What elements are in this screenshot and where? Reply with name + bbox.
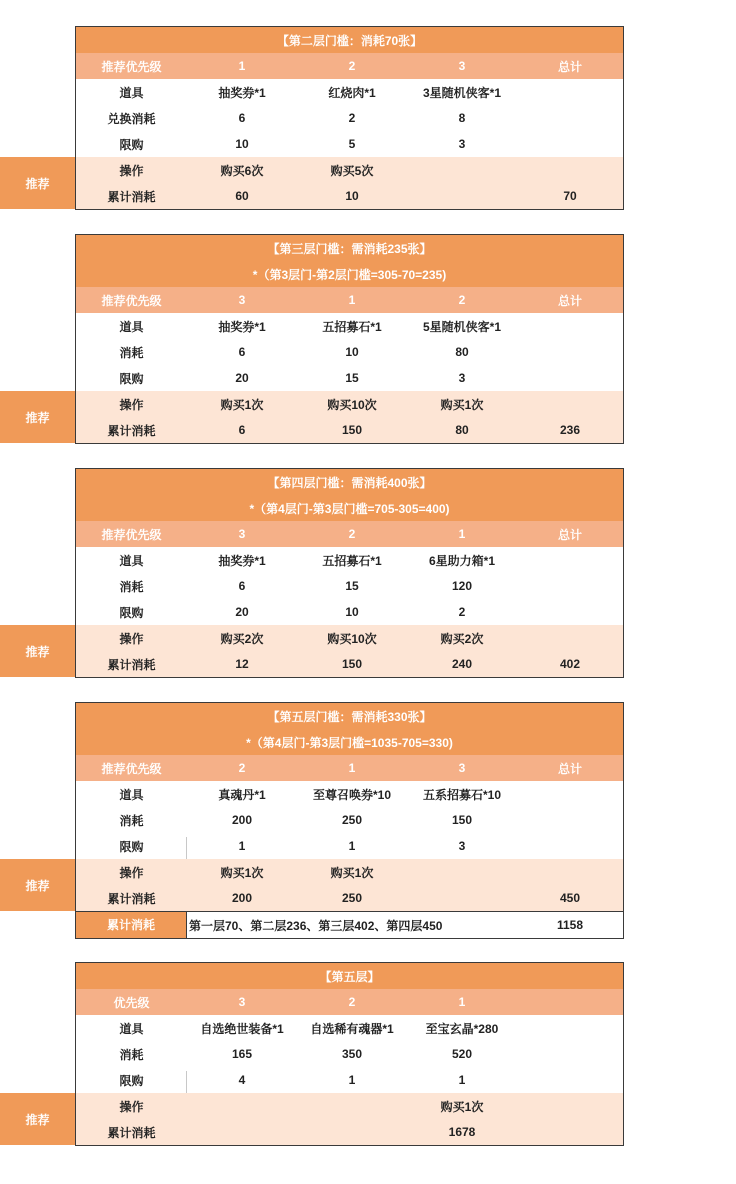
row-label: 道具 (119, 553, 144, 568)
table-cell: 1 (458, 1073, 466, 1087)
table-cell: 200 (231, 813, 253, 827)
header-cell: 1 (348, 293, 356, 307)
table-frame (75, 468, 624, 678)
table-cell: 165 (231, 1047, 253, 1061)
recommend-label: 推荐 (0, 625, 75, 677)
table-cell: 80 (455, 345, 469, 359)
table-cell: 1678 (448, 1125, 476, 1139)
table-subtitle: *（第4层门-第3层门槛=1035-705=330) (76, 729, 623, 755)
table-row (76, 417, 623, 443)
header-cell: 2 (348, 995, 356, 1009)
table-row (76, 105, 623, 131)
table-cell: 5 (348, 137, 356, 151)
recommend-label: 推荐 (0, 859, 75, 911)
header-cell: 3 (238, 527, 246, 541)
table-cell: 购买1次 (440, 1099, 484, 1114)
header-row (76, 755, 623, 781)
table-row (76, 547, 623, 573)
table-cell: 6 (238, 111, 246, 125)
cell-divider (186, 837, 187, 859)
table-row (76, 1067, 623, 1093)
table-title: 【第四层门槛：需消耗400张】 (76, 469, 623, 495)
row-label: 操作 (119, 163, 144, 178)
header-cell: 推荐优先级 (101, 527, 162, 542)
table-row (76, 599, 623, 625)
table-cell: 至尊召唤券*10 (312, 787, 392, 802)
table-row (76, 573, 623, 599)
row-label: 操作 (119, 397, 144, 412)
summary-text: 第一层70、第二层236、第三层402、第四层450 (189, 918, 443, 933)
row-label: 限购 (119, 371, 144, 386)
table-cell: 70 (563, 189, 577, 203)
table-cell: 五招募石*1 (322, 319, 382, 334)
summary-row (76, 911, 623, 938)
row-label: 道具 (119, 319, 144, 334)
table-cell: 10 (345, 189, 359, 203)
table-cell: 购买1次 (220, 397, 264, 412)
header-cell: 1 (238, 59, 246, 73)
table-title: 【第五层门槛：需消耗330张】 (76, 703, 623, 729)
table-cell: 8 (458, 111, 466, 125)
header-cell: 推荐优先级 (101, 293, 162, 308)
table-row (76, 807, 623, 833)
table-cell: 购买1次 (220, 865, 264, 880)
table-subtitle: *（第4层门-第3层门槛=705-305=400) (76, 495, 623, 521)
summary-label: 累计消耗 (76, 912, 187, 938)
table-cell: 80 (455, 423, 469, 437)
table-cell: 10 (345, 345, 359, 359)
table-cell: 至宝玄晶*280 (425, 1021, 499, 1036)
header-cell: 1 (348, 761, 356, 775)
table-cell: 1 (348, 839, 356, 853)
table-cell: 2 (348, 111, 356, 125)
table-cell: 15 (345, 579, 359, 593)
header-cell: 总计 (557, 527, 582, 542)
table-cell: 购买1次 (440, 397, 484, 412)
table-row (76, 781, 623, 807)
table-cell: 2 (458, 605, 466, 619)
header-cell: 3 (238, 995, 246, 1009)
header-row (76, 53, 623, 79)
table-cell: 自选稀有魂器*1 (310, 1021, 394, 1036)
row-label: 限购 (119, 137, 144, 152)
table-cell: 250 (341, 813, 363, 827)
table-cell: 五系招募石*10 (422, 787, 502, 802)
recommend-label: 推荐 (0, 1093, 75, 1145)
row-label: 兑换消耗 (107, 111, 156, 126)
header-cell: 2 (348, 59, 356, 73)
table-cell: 236 (559, 423, 581, 437)
table-cell: 10 (235, 137, 249, 151)
row-label: 消耗 (119, 813, 144, 828)
table-cell: 450 (559, 891, 581, 905)
header-cell: 3 (458, 59, 466, 73)
row-label: 累计消耗 (107, 657, 156, 672)
cell-divider (186, 1071, 187, 1093)
table-frame (75, 26, 624, 210)
table-row (76, 885, 623, 911)
row-label: 操作 (119, 1099, 144, 1114)
header-cell: 2 (458, 293, 466, 307)
header-row (76, 989, 623, 1015)
row-label: 限购 (119, 839, 144, 854)
header-cell: 3 (238, 293, 246, 307)
row-label: 消耗 (119, 579, 144, 594)
header-cell: 1 (458, 995, 466, 1009)
table-cell: 5星随机侠客*1 (422, 319, 502, 334)
header-row (76, 521, 623, 547)
table-cell: 自选绝世装备*1 (200, 1021, 284, 1036)
summary-total: 1158 (556, 918, 584, 932)
table-cell: 购买10次 (327, 631, 377, 646)
row-label: 道具 (119, 1021, 144, 1036)
header-cell: 1 (458, 527, 466, 541)
table-cell: 五招募石*1 (322, 553, 382, 568)
header-cell: 2 (238, 761, 246, 775)
table-cell: 6 (238, 345, 246, 359)
table-row (76, 859, 623, 885)
header-cell: 总计 (557, 761, 582, 776)
recommend-label: 推荐 (0, 391, 75, 443)
table-cell: 购买6次 (220, 163, 264, 178)
header-cell: 推荐优先级 (101, 59, 162, 74)
row-label: 限购 (119, 605, 144, 620)
table-cell: 购买10次 (327, 397, 377, 412)
table-row (76, 131, 623, 157)
table-cell: 3星随机侠客*1 (422, 85, 502, 100)
table-row (76, 313, 623, 339)
table-row (76, 183, 623, 209)
table-cell: 12 (235, 657, 249, 671)
table-cell: 150 (451, 813, 473, 827)
row-label: 累计消耗 (107, 189, 156, 204)
table-cell: 60 (235, 189, 249, 203)
table-cell: 真魂丹*1 (218, 787, 266, 802)
table-cell: 250 (341, 891, 363, 905)
table-cell: 购买1次 (330, 865, 374, 880)
row-label: 消耗 (119, 345, 144, 360)
table-row (76, 365, 623, 391)
table-cell: 抽奖券*1 (218, 319, 266, 334)
table-cell: 6星助力箱*1 (428, 553, 496, 568)
row-label: 操作 (119, 631, 144, 646)
row-label: 道具 (119, 85, 144, 100)
table-cell: 150 (341, 423, 363, 437)
table-cell: 3 (458, 371, 466, 385)
table-cell: 20 (235, 371, 249, 385)
table-cell: 520 (451, 1047, 473, 1061)
table-cell: 1 (238, 839, 246, 853)
row-label: 累计消耗 (107, 423, 156, 438)
table-row (76, 391, 623, 417)
table-cell: 120 (451, 579, 473, 593)
table-cell: 购买2次 (440, 631, 484, 646)
table-cell: 150 (341, 657, 363, 671)
table-frame (75, 962, 624, 1146)
table-row (76, 339, 623, 365)
table-cell: 3 (458, 137, 466, 151)
table-cell: 红烧肉*1 (328, 85, 376, 100)
row-label: 累计消耗 (107, 1125, 156, 1140)
row-label: 限购 (119, 1073, 144, 1088)
table-cell: 20 (235, 605, 249, 619)
table-row (76, 1119, 623, 1145)
table-cell: 3 (458, 839, 466, 853)
table-cell: 15 (345, 371, 359, 385)
header-cell: 总计 (557, 59, 582, 74)
table-title: 【第五层】 (76, 963, 623, 989)
table-cell: 350 (341, 1047, 363, 1061)
header-cell: 推荐优先级 (101, 761, 162, 776)
table-row (76, 1015, 623, 1041)
row-label: 操作 (119, 865, 144, 880)
table-cell: 抽奖券*1 (218, 85, 266, 100)
table-cell: 购买5次 (330, 163, 374, 178)
table-frame (75, 234, 624, 444)
table-cell: 1 (348, 1073, 356, 1087)
table-title: 【第二层门槛：消耗70张】 (76, 27, 623, 53)
table-row (76, 1041, 623, 1067)
row-label: 消耗 (119, 1047, 144, 1062)
table-frame (75, 702, 624, 939)
table-row (76, 157, 623, 183)
table-subtitle: *（第3层门-第2层门槛=305-70=235) (76, 261, 623, 287)
table-row (76, 79, 623, 105)
table-cell: 200 (231, 891, 253, 905)
table-cell: 4 (238, 1073, 246, 1087)
table-cell: 6 (238, 579, 246, 593)
table-cell: 402 (559, 657, 581, 671)
table-row (76, 833, 623, 859)
recommend-label: 推荐 (0, 157, 75, 209)
row-label: 累计消耗 (107, 891, 156, 906)
table-cell: 10 (345, 605, 359, 619)
header-row (76, 287, 623, 313)
header-cell: 总计 (557, 293, 582, 308)
table-cell: 抽奖券*1 (218, 553, 266, 568)
table-row (76, 651, 623, 677)
table-cell: 6 (238, 423, 246, 437)
table-cell: 240 (451, 657, 473, 671)
table-row (76, 625, 623, 651)
row-label: 道具 (119, 787, 144, 802)
table-row (76, 1093, 623, 1119)
table-cell: 购买2次 (220, 631, 264, 646)
header-cell: 3 (458, 761, 466, 775)
table-title: 【第三层门槛：需消耗235张】 (76, 235, 623, 261)
header-cell: 2 (348, 527, 356, 541)
header-cell: 优先级 (113, 995, 150, 1010)
